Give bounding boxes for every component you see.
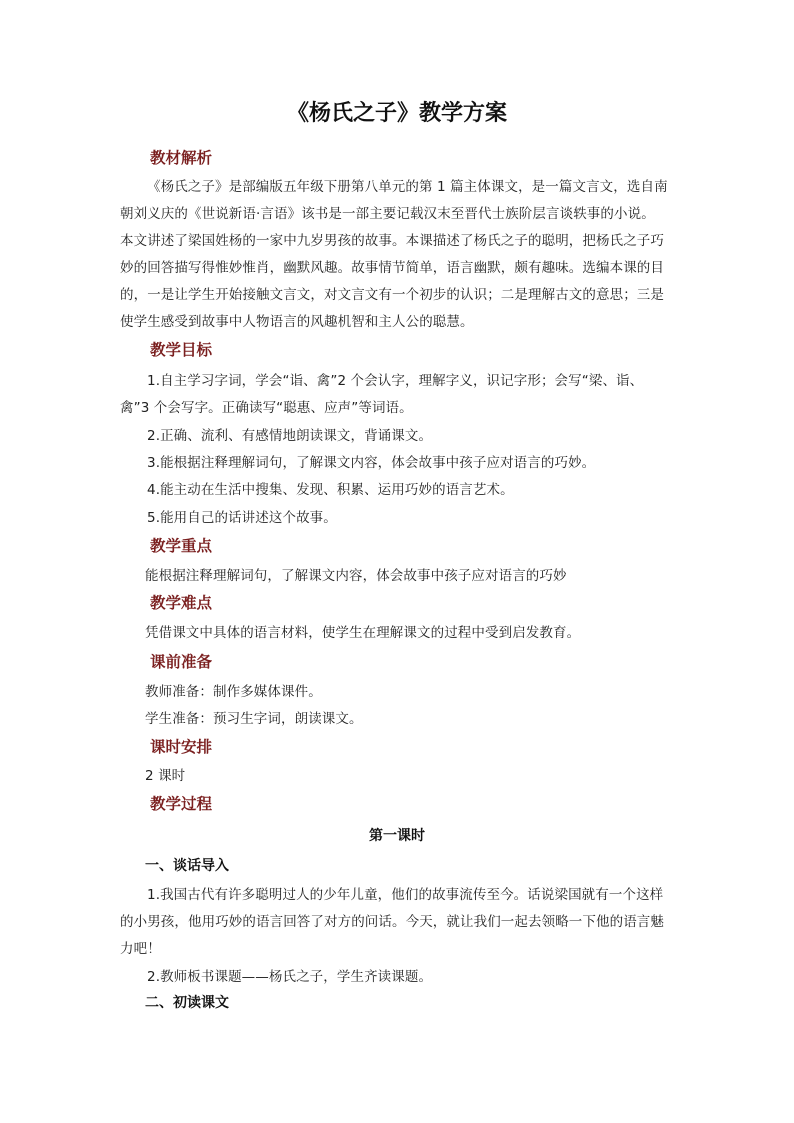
section-heading-difficult-points: 教学难点: [150, 594, 213, 612]
section-heading-textbook-analysis: 教材解析: [150, 149, 213, 167]
goal-line: 禽”3 个会写字。正确读写“聪惠、应声”等词语。: [120, 400, 413, 416]
paragraph-line: 使学生感受到故事中人物语言的风趣机智和主人公的聪慧。: [120, 314, 474, 330]
section-heading-preparation: 课前准备: [150, 653, 213, 671]
goal-line: 3.能根据注释理解词句，了解课文内容，体会故事中孩子应对语言的巧妙。: [147, 455, 596, 471]
process-line: 1.我国古代有许多聪明过人的少年儿童，他们的故事流传至今。话说梁国就有一个这样: [147, 887, 664, 903]
process-line: 的小男孩，他用巧妙的语言回答了对方的问话。今天，就让我们一起去领略一下他的语言魅: [120, 914, 664, 930]
schedule-line: 2 课时: [145, 768, 186, 784]
goal-line: 5.能用自己的话讲述这个故事。: [147, 510, 337, 526]
goal-line: 2.正确、流利、有感情地朗读课文，背诵课文。: [147, 428, 433, 444]
process-line: 力吧！: [120, 941, 161, 957]
goal-line: 1.自主学习字词，学会“诣、禽”2 个会认字，理解字义，识记字形；会写“梁、诣、: [147, 373, 644, 389]
paragraph-line: 的，一是让学生开始接触文言文，对文言文有一个初步的认识；二是理解古文的意思；三是: [120, 287, 664, 303]
difficult-point-line: 凭借课文中具体的语言材料，使学生在理解课文的过程中受到启发教育。: [145, 625, 581, 641]
paragraph-line: 本文讲述了梁国姓杨的一家中九岁男孩的故事。本课描述了杨氏之子的聪明，把杨氏之子巧: [120, 233, 664, 249]
document-title: 《杨氏之子》教学方案: [286, 100, 507, 126]
part-heading-first-reading: 二、初读课文: [145, 995, 229, 1011]
key-point-line: 能根据注释理解词句，了解课文内容，体会故事中孩子应对语言的巧妙: [145, 568, 567, 584]
paragraph-line: 《杨氏之子》是部编版五年级下册第八单元的第 1 篇主体课文，是一篇文言文，选自南: [147, 179, 668, 195]
process-line: 2.教师板书课题——杨氏之子，学生齐读课题。: [147, 969, 433, 985]
section-heading-process: 教学过程: [150, 795, 213, 813]
paragraph-line: 朝刘义庆的《世说新语·言语》该书是一部主要记载汉末至晋代士族阶层言谈轶事的小说。: [120, 206, 655, 222]
part-heading-intro: 一、谈话导入: [145, 858, 229, 874]
paragraph-line: 妙的回答描写得惟妙惟肖，幽默风趣。故事情节简单，语言幽默，颇有趣味。选编本课的目: [120, 260, 664, 276]
section-heading-key-points: 教学重点: [150, 537, 213, 555]
goal-line: 4.能主动在生活中搜集、发现、积累、运用巧妙的语言艺术。: [147, 482, 514, 498]
section-heading-schedule: 课时安排: [150, 738, 213, 756]
lesson-title: 第一课时: [369, 828, 425, 844]
preparation-line: 学生准备：预习生字词，朗读课文。: [145, 711, 363, 727]
preparation-line: 教师准备：制作多媒体课件。: [145, 684, 322, 700]
section-heading-teaching-goals: 教学目标: [150, 341, 213, 359]
